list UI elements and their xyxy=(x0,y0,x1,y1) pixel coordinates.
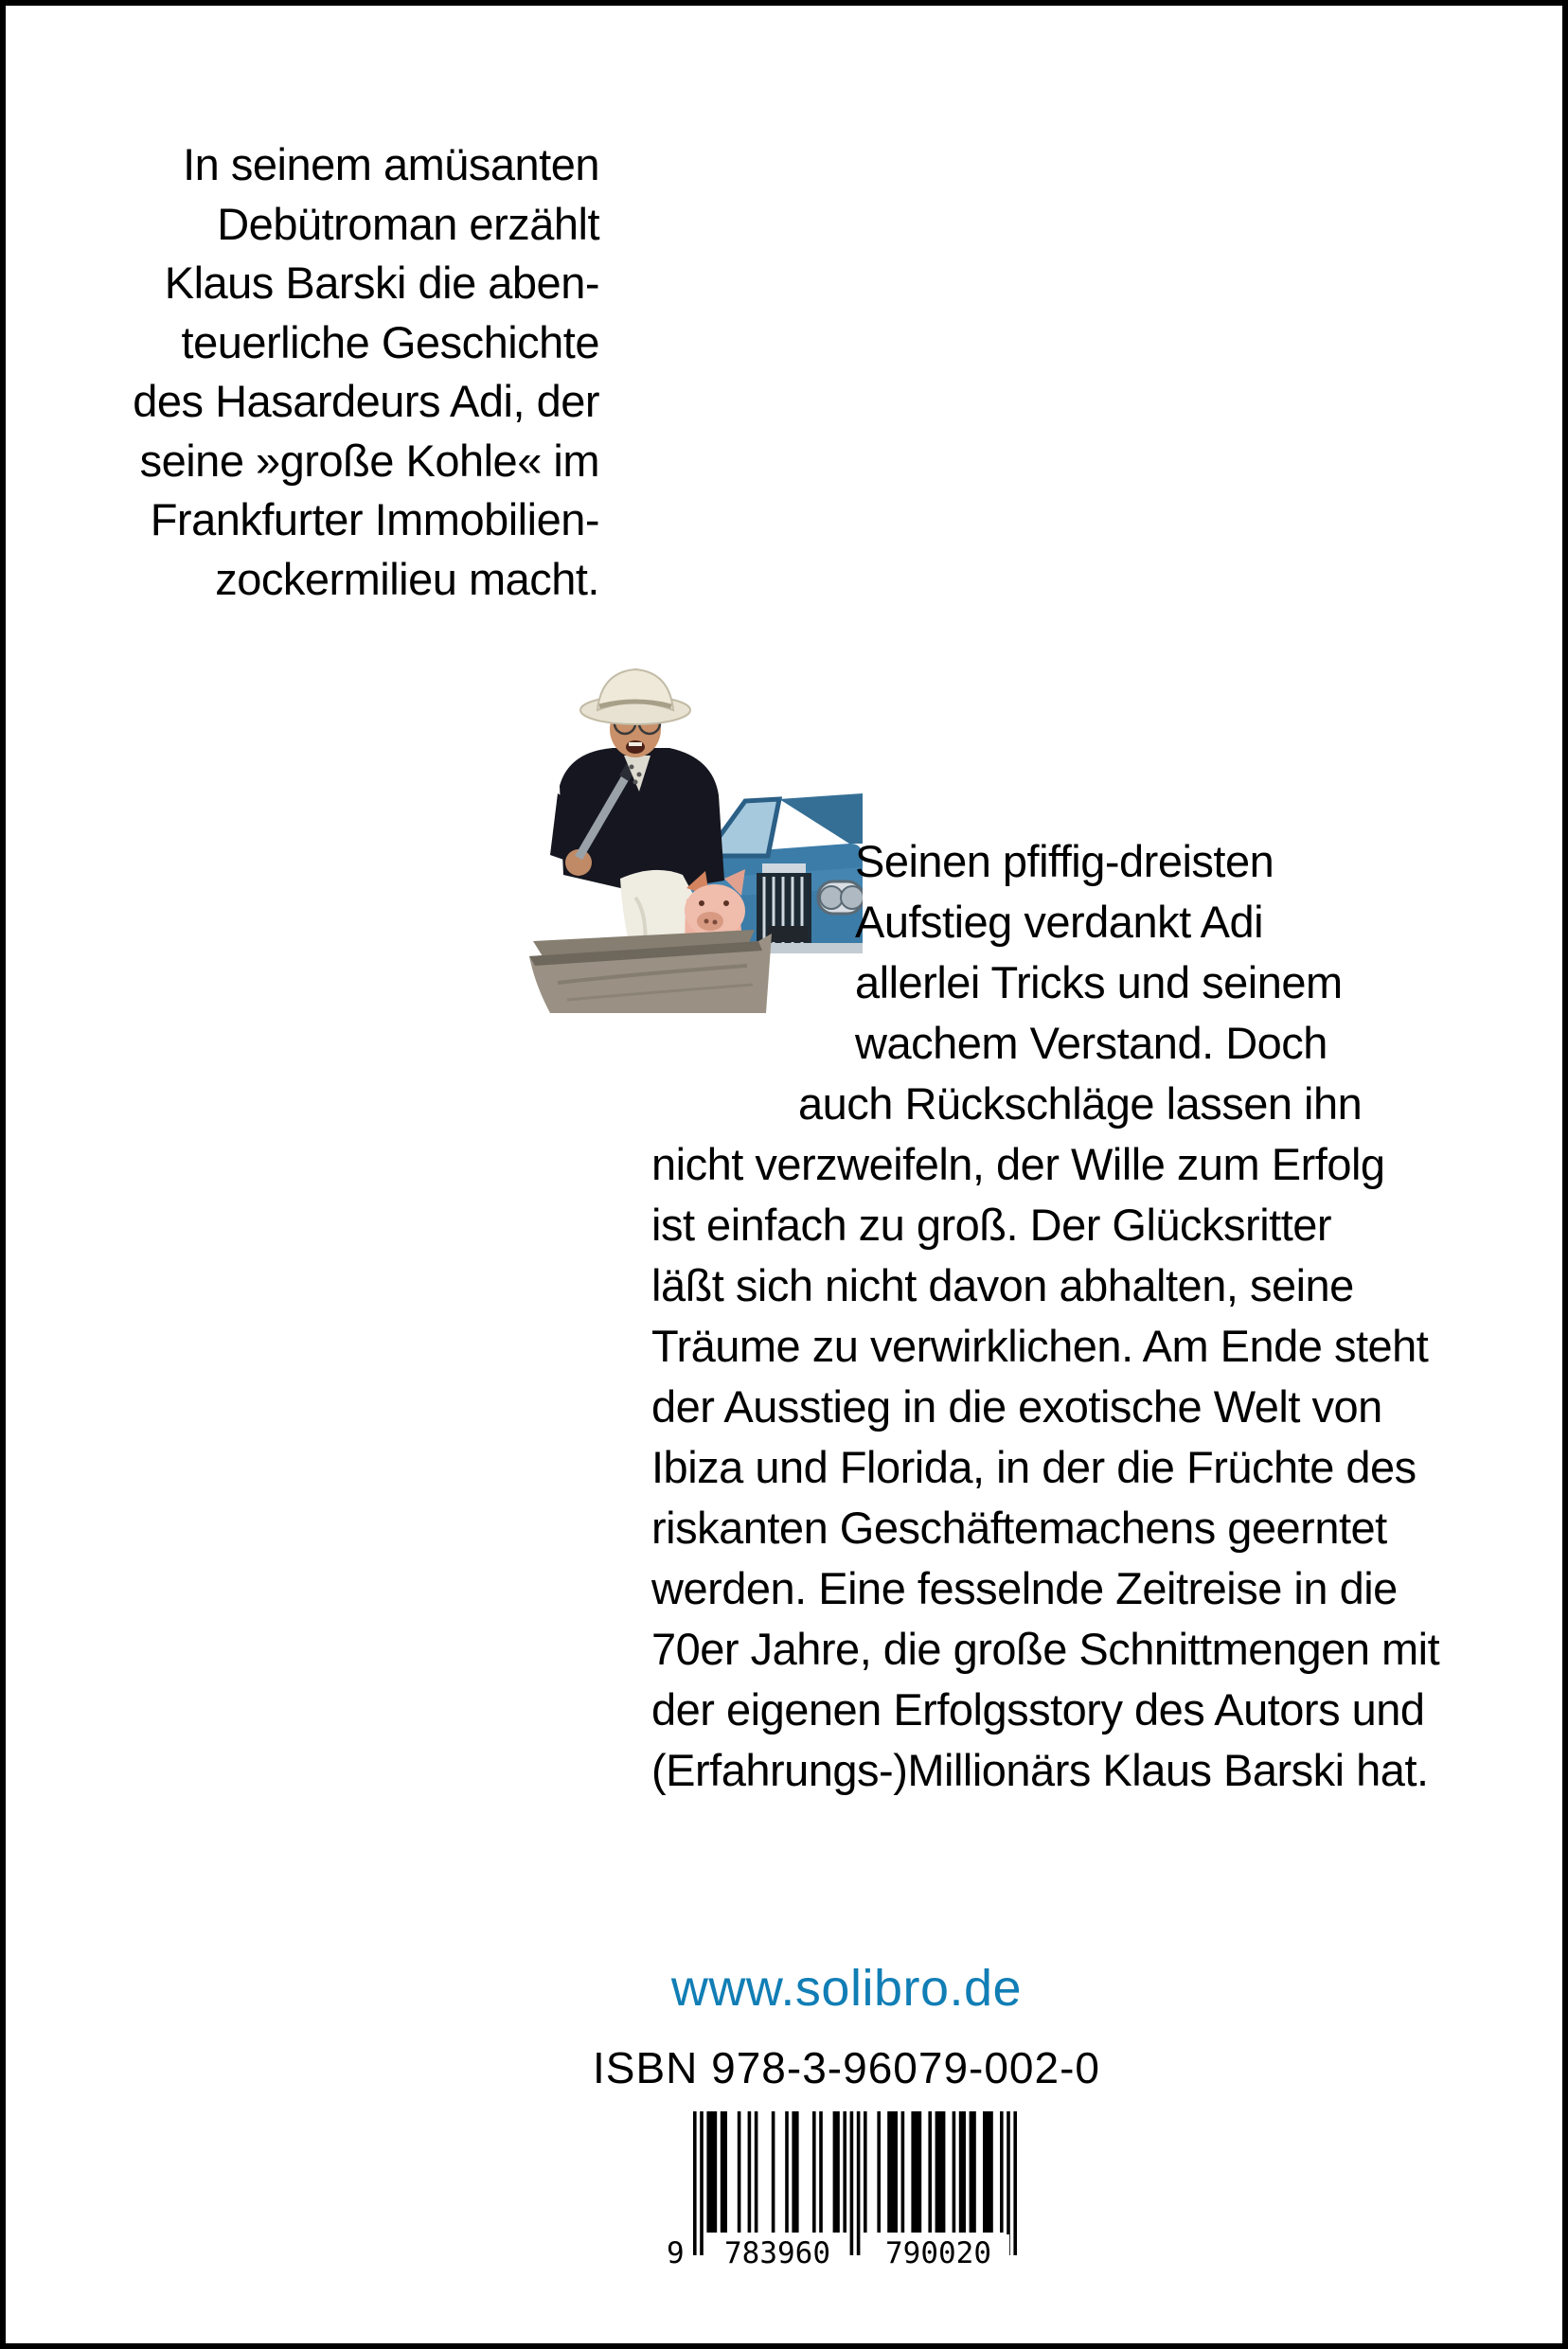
text-line: der Ausstieg in die exotische Welt von xyxy=(651,1381,1382,1432)
text-line: 70er Jahre, die große Schnittmengen mit xyxy=(651,1624,1440,1674)
text-line: Debütroman erzählt xyxy=(217,198,599,249)
text-line: zockermilieu macht. xyxy=(215,553,599,604)
text-line: Träume zu verwirklichen. Am Ende steht xyxy=(651,1321,1429,1371)
text-line: nicht verzweifeln, der Wille zum Erfolg xyxy=(651,1139,1385,1189)
text-line: Seinen pfiffig-dreisten xyxy=(855,836,1274,886)
isbn-text: ISBN 978-3-96079-002-0 xyxy=(593,2043,1100,2092)
text-line: ist einfach zu groß. Der Glücksritter xyxy=(651,1200,1332,1250)
text-line: Ibiza und Florida, in der die Früchte des xyxy=(651,1442,1417,1492)
text-line: werden. Eine fesselnde Zeitreise in die xyxy=(651,1563,1398,1613)
text-line: riskanten Geschäftemachens geerntet xyxy=(651,1503,1387,1553)
text-line: Aufstieg verdankt Adi xyxy=(855,897,1264,947)
text-line: Klaus Barski die aben- xyxy=(164,258,599,308)
barcode-digit-first: 9 xyxy=(667,2236,685,2270)
text-line: In seinem amüsanten xyxy=(183,139,599,189)
barcode-digits-right: 790020 xyxy=(867,2234,1009,2272)
ean13-barcode xyxy=(667,2111,1026,2280)
text-line: auch Rückschläge lassen ihn xyxy=(798,1078,1363,1129)
text-line: Frankfurter Immobilien- xyxy=(150,494,599,544)
text-line: seine »große Kohle« im xyxy=(139,435,599,486)
text-line: der eigenen Erfolgsstory des Autors und xyxy=(651,1684,1425,1735)
blurb-top xyxy=(44,135,599,609)
footer xyxy=(515,1960,1178,2280)
text-line: (Erfahrungs-)Millionärs Klaus Barski hat. xyxy=(651,1745,1429,1795)
text-line: teuerliche Geschichte xyxy=(181,316,599,367)
text-line: allerlei Tricks und seinem xyxy=(855,957,1343,1007)
website-link[interactable]: www.solibro.de xyxy=(670,1960,1023,2017)
text-line: wachem Verstand. Doch xyxy=(855,1018,1327,1068)
blurb-main xyxy=(651,831,1475,1801)
text-line: des Hasardeurs Adi, der xyxy=(133,376,599,426)
text-line: läßt sich nicht davon abhalten, seine xyxy=(651,1260,1354,1310)
barcode-digits-left: 783960 xyxy=(706,2234,848,2272)
